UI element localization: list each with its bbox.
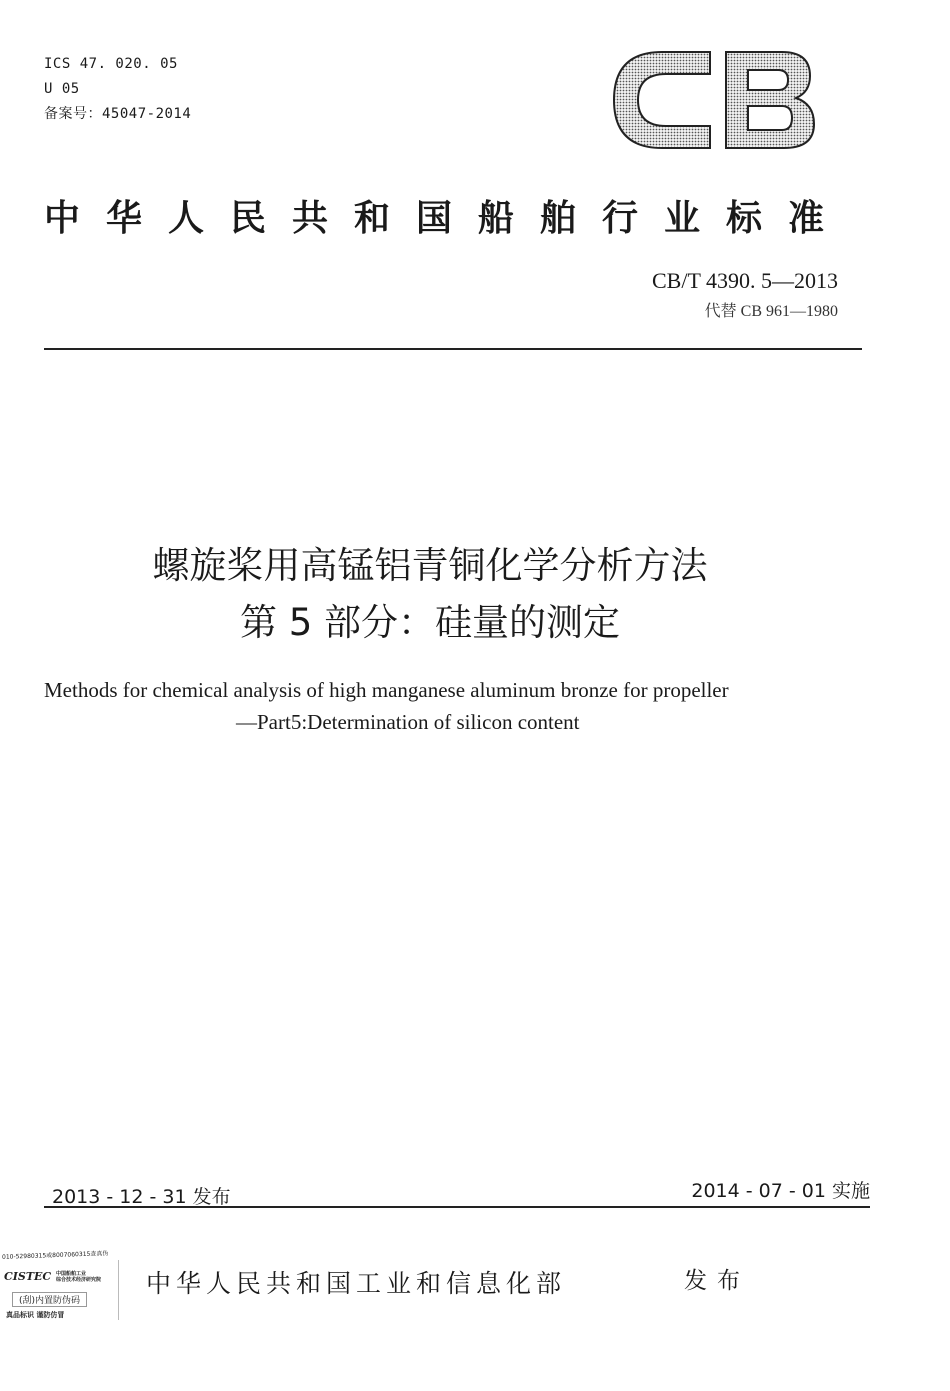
label-serial: 010-52980315或8007060315查真伪 xyxy=(2,1250,109,1261)
publisher-name: 中华人民共和国工业和信息化部 xyxy=(146,1269,567,1298)
label-org-line-1: 中国船舶工业 xyxy=(56,1271,87,1277)
logo-letter-b xyxy=(726,52,814,148)
label-authenticity: 真品标识 谨防仿冒 xyxy=(6,1311,65,1319)
label-organization xyxy=(56,1271,101,1283)
replaces-standard: 代替 CB 961—1980 xyxy=(704,303,838,320)
issue-date: 2013 - 12 - 31 发布 xyxy=(52,1186,231,1208)
english-title-line-1: Methods for chemical analysis of high manganese aluminum bronze for propeller xyxy=(44,678,729,702)
header-divider xyxy=(44,348,862,350)
logo-letter-c xyxy=(614,52,710,148)
chinese-title-line-1: 螺旋桨用高锰铝青铜化学分析方法 xyxy=(152,544,708,587)
label-scratch-code: (刮)内置防伪码 xyxy=(12,1292,87,1307)
label-org-line-2: 综合技术经济研究院 xyxy=(56,1277,102,1283)
standard-number: CB/T 4390. 5—2013 xyxy=(651,268,838,293)
ccs-code: U 05 xyxy=(44,81,80,97)
classification-block xyxy=(44,52,191,127)
filing-number: 备案号：45047-2014 xyxy=(44,106,192,122)
chinese-title-line-2: 第 5 部分：硅量的测定 xyxy=(239,601,621,644)
footer-divider xyxy=(44,1206,870,1208)
anti-counterfeit-label xyxy=(0,1244,120,1324)
cb-logo-icon xyxy=(610,44,820,156)
publish-word: 发布 xyxy=(684,1268,750,1294)
implementation-date: 2014 - 07 - 01 实施 xyxy=(691,1180,870,1202)
english-title-line-2: —Part5:Determination of silicon content xyxy=(236,710,580,734)
label-brand: CISTEC xyxy=(4,1270,52,1283)
standard-type-title: 中华人民共和国船舶行业标准 xyxy=(44,197,851,239)
ics-code: ICS 47. 020. 05 xyxy=(44,56,178,72)
